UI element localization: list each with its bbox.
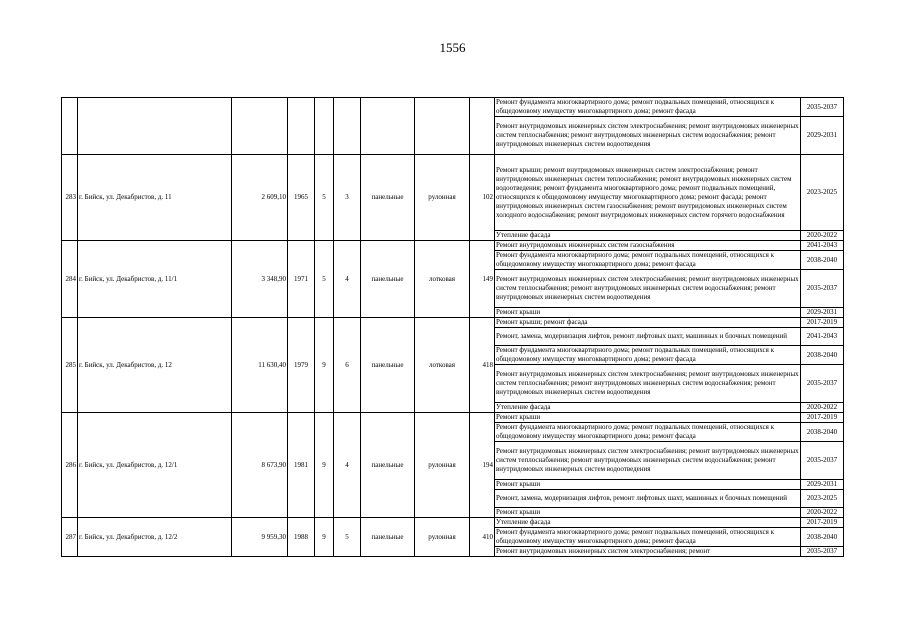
row-number: 287 — [62, 518, 78, 557]
work-period: 2020-2022 — [801, 231, 844, 241]
work-period: 2017-2019 — [801, 518, 844, 528]
page-number: 1556 — [439, 40, 466, 55]
buildings-table — [61, 97, 844, 557]
area-cell: 8 673,90 — [232, 413, 288, 518]
entrances-cell: 4 — [334, 241, 361, 318]
year-cell: 1988 — [288, 518, 315, 557]
roof-cell: рулонная — [415, 518, 470, 557]
row-number: 285 — [62, 318, 78, 413]
work-description: Ремонт крыши — [495, 480, 801, 490]
floors-cell: 5 — [315, 241, 334, 318]
work-description: Ремонт фундамента многоквартирного дома; ремонт подвальных помещений, относящихся к общедомовому имуществу многоквартирного дома; ремонт фасада — [495, 528, 801, 547]
work-period: 2035-2037 — [801, 442, 844, 480]
flats-cell: 410 — [470, 518, 495, 557]
row-number: 283 — [62, 155, 78, 241]
row-number — [62, 98, 78, 155]
area-cell: 2 609,10 — [232, 155, 288, 241]
roof-cell — [415, 98, 470, 155]
area-cell: 11 630,40 — [232, 318, 288, 413]
work-description: Ремонт, замена, модернизация лифтов, ремонт лифтовых шахт, машинных и блочных помещений — [495, 328, 801, 346]
work-description: Ремонт внутридомовых инженерных систем электроснабжения; ремонт внутридомовых инженерных систем теплоснабжения; ремонт внутридомовых инженерных систем водоснабжения; ремонт внутридомовых инженерных систем водоотведения — [495, 442, 801, 480]
work-period: 2038-2040 — [801, 346, 844, 365]
year-cell: 1981 — [288, 413, 315, 518]
flats-cell — [470, 98, 495, 155]
flats-cell: 149 — [470, 241, 495, 318]
year-cell: 1965 — [288, 155, 315, 241]
walls-cell: панельные — [361, 155, 415, 241]
area-cell: 3 348,90 — [232, 241, 288, 318]
table-row — [62, 155, 844, 231]
work-period: 2020-2022 — [801, 508, 844, 518]
work-period: 2035-2037 — [801, 98, 844, 117]
table-row — [62, 98, 844, 117]
area-cell: 9 959,30 — [232, 518, 288, 557]
work-period: 2035-2037 — [801, 365, 844, 403]
work-description: Ремонт внутридомовых инженерных систем электроснабжения; ремонт — [495, 547, 801, 557]
floors-cell: 9 — [315, 518, 334, 557]
work-period: 2035-2037 — [801, 270, 844, 308]
address-cell: г. Бийск, ул. Декабристов, д. 11 — [78, 155, 232, 241]
floors-cell: 5 — [315, 155, 334, 241]
address-cell: г. Бийск, ул. Декабристов, д. 12 — [78, 318, 232, 413]
work-period: 2035-2037 — [801, 547, 844, 557]
work-period: 2029-2031 — [801, 480, 844, 490]
floors-cell: 9 — [315, 413, 334, 518]
flats-cell: 102 — [470, 155, 495, 241]
work-description: Утепление фасада — [495, 403, 801, 413]
entrances-cell: 5 — [334, 518, 361, 557]
table-row — [62, 241, 844, 251]
entrances-cell — [334, 98, 361, 155]
work-description: Ремонт крыши; ремонт фасада — [495, 318, 801, 328]
work-description: Ремонт крыши — [495, 508, 801, 518]
work-description: Утепление фасада — [495, 518, 801, 528]
work-description: Ремонт внутридомовых инженерных систем электроснабжения; ремонт внутридомовых инженерных систем теплоснабжения; ремонт внутридомовых инженерных систем водоснабжения; ремонт внутридомовых инженерных систем водоотведения — [495, 270, 801, 308]
entrances-cell: 3 — [334, 155, 361, 241]
roof-cell: лотковая — [415, 318, 470, 413]
year-cell: 1971 — [288, 241, 315, 318]
work-period: 2041-2043 — [801, 241, 844, 251]
area-cell — [232, 98, 288, 155]
walls-cell: панельные — [361, 318, 415, 413]
work-description: Ремонт крыши — [495, 308, 801, 318]
walls-cell: панельные — [361, 413, 415, 518]
walls-cell — [361, 98, 415, 155]
table-row — [62, 413, 844, 423]
work-period: 2017-2019 — [801, 318, 844, 328]
work-description: Ремонт фундамента многоквартирного дома; ремонт подвальных помещений, относящихся к общедомовому имуществу многоквартирного дома; ремонт фасада — [495, 251, 801, 270]
walls-cell: панельные — [361, 518, 415, 557]
work-period: 2023-2025 — [801, 155, 844, 231]
work-period: 2029-2031 — [801, 117, 844, 155]
work-period: 2038-2040 — [801, 528, 844, 547]
work-period: 2020-2022 — [801, 403, 844, 413]
table-row — [62, 518, 844, 528]
flats-cell: 194 — [470, 413, 495, 518]
work-description: Ремонт внутридомовых инженерных систем электроснабжения; ремонт внутридомовых инженерных систем теплоснабжения; ремонт внутридомовых инженерных систем водоснабжения; ремонт внутридомовых инженерных систем водоотведения — [495, 117, 801, 155]
work-period: 2017-2019 — [801, 413, 844, 423]
row-number: 284 — [62, 241, 78, 318]
work-period: 2041-2043 — [801, 328, 844, 346]
address-cell — [78, 98, 232, 155]
floors-cell: 9 — [315, 318, 334, 413]
work-description: Ремонт внутридомовых инженерных систем газоснабжения — [495, 241, 801, 251]
work-description: Утепление фасада — [495, 231, 801, 241]
entrances-cell: 6 — [334, 318, 361, 413]
entrances-cell: 4 — [334, 413, 361, 518]
work-description: Ремонт крыши — [495, 413, 801, 423]
work-period: 2029-2031 — [801, 308, 844, 318]
year-cell — [288, 98, 315, 155]
work-description: Ремонт крыши; ремонт внутридомовых инженерных систем электроснабжения; ремонт внутридомовых инженерных систем теплоснабжения; ремонт внутридомовых инженерных систем водоотведения; ремонт фундамента многоквартирного дома; ремонт подвальных помещений, относящихся к общедомовому имуществу многоквартирного дома; ремонт фасада; ремонт внутридомовых инженерных систем газоснабжения; ремонт внутридомовых инженерных систем холодного водоснабжения; ремонт внутридомовых инженерных систем горячего водоснабжения — [495, 155, 801, 231]
work-period: 2038-2040 — [801, 251, 844, 270]
roof-cell: лотковая — [415, 241, 470, 318]
floors-cell — [315, 98, 334, 155]
work-period: 2038-2040 — [801, 423, 844, 442]
row-number: 286 — [62, 413, 78, 518]
address-cell: г. Бийск, ул. Декабристов, д. 12/2 — [78, 518, 232, 557]
roof-cell: рулонная — [415, 155, 470, 241]
work-description: Ремонт, замена, модернизация лифтов, ремонт лифтовых шахт, машинных и блочных помещений — [495, 490, 801, 508]
work-description: Ремонт внутридомовых инженерных систем электроснабжения; ремонт внутридомовых инженерных систем теплоснабжения; ремонт внутридомовых инженерных систем водоснабжения; ремонт внутридомовых инженерных систем водоотведения — [495, 365, 801, 403]
work-description: Ремонт фундамента многоквартирного дома; ремонт подвальных помещений, относящихся к общедомовому имуществу многоквартирного дома; ремонт фасада — [495, 423, 801, 442]
table-body — [62, 98, 844, 557]
address-cell: г. Бийск, ул. Декабристов, д. 11/1 — [78, 241, 232, 318]
roof-cell: рулонная — [415, 413, 470, 518]
table-row — [62, 318, 844, 328]
work-description: Ремонт фундамента многоквартирного дома; ремонт подвальных помещений, относящихся к общедомовому имуществу многоквартирного дома; ремонт фасада — [495, 98, 801, 117]
work-description: Ремонт фундамента многоквартирного дома; ремонт подвальных помещений, относящихся к общедомовому имуществу многоквартирного дома; ремонт фасада — [495, 346, 801, 365]
work-period: 2023-2025 — [801, 490, 844, 508]
walls-cell: панельные — [361, 241, 415, 318]
flats-cell: 418 — [470, 318, 495, 413]
address-cell: г. Бийск, ул. Декабристов, д. 12/1 — [78, 413, 232, 518]
year-cell: 1979 — [288, 318, 315, 413]
